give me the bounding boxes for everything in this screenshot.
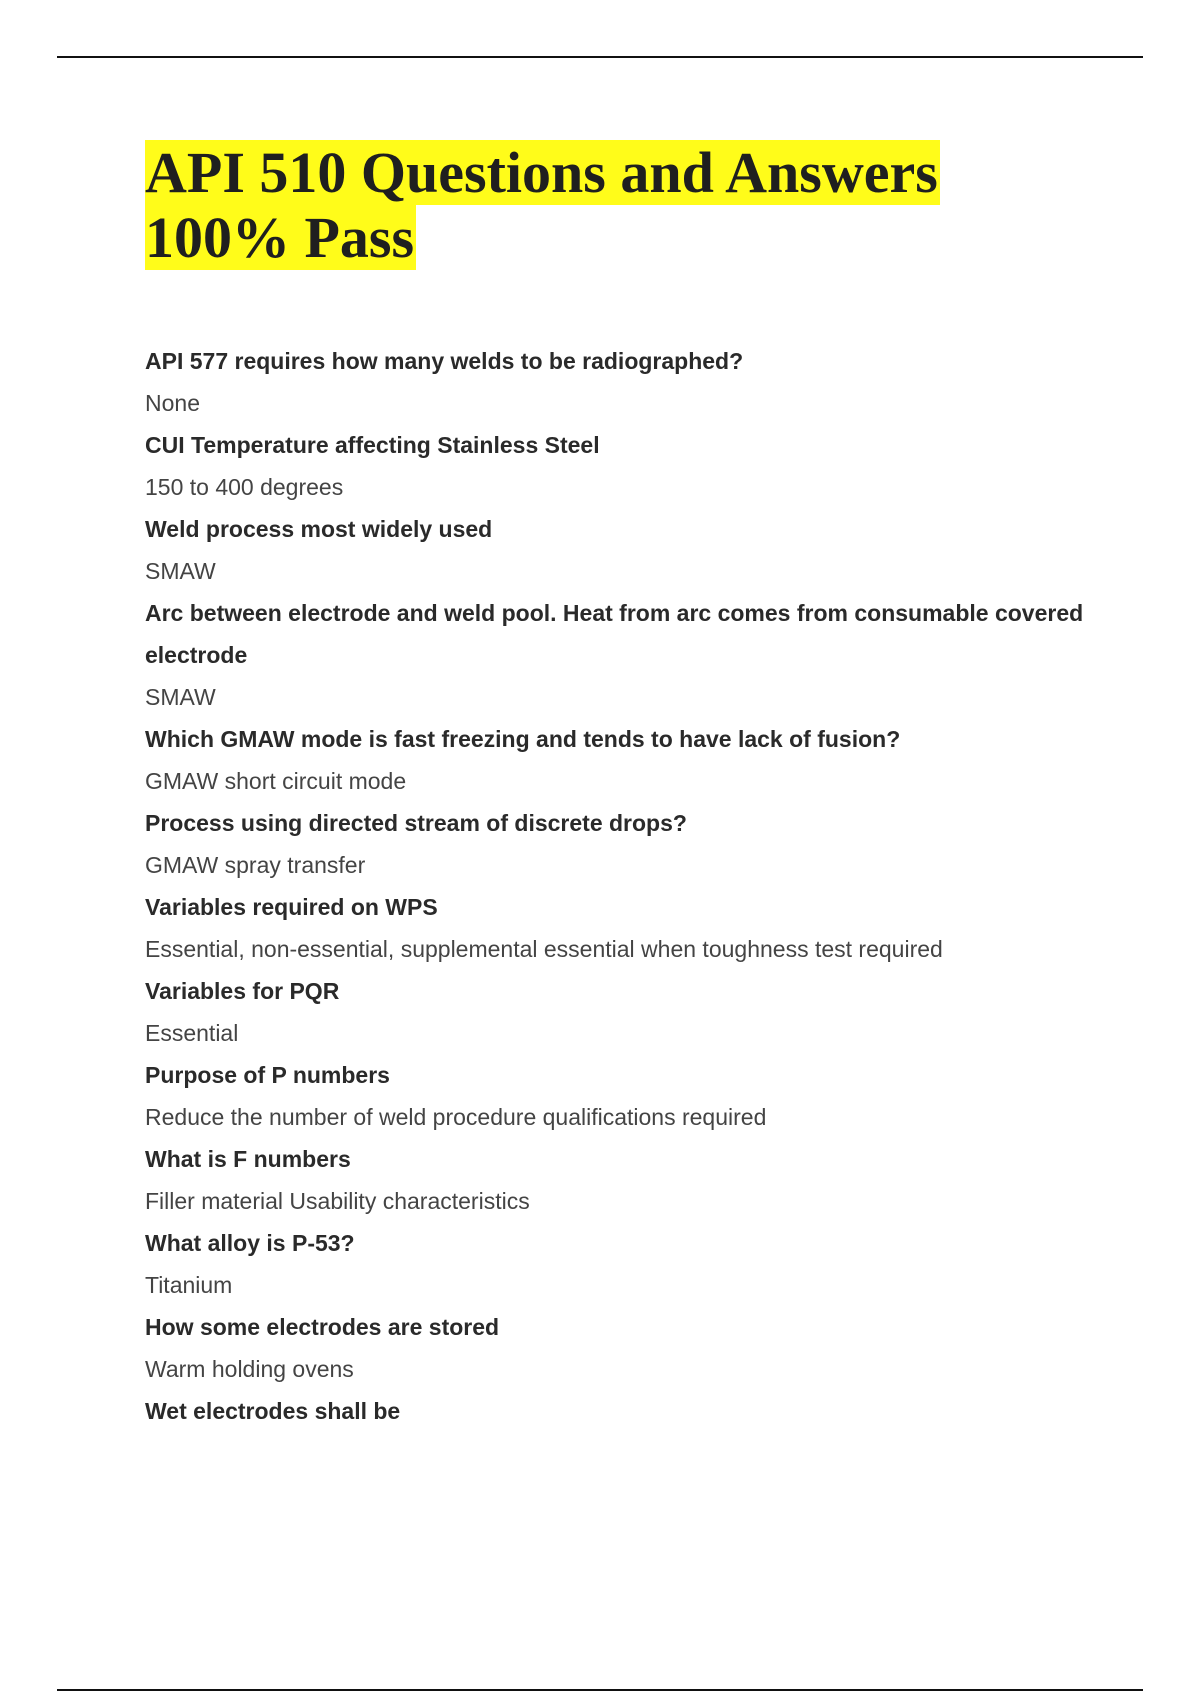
qa-list: [145, 340, 1085, 1432]
question: CUI Temperature affecting Stainless Steel: [145, 432, 600, 458]
question: How some electrodes are stored: [145, 1314, 500, 1340]
answer: Essential, non-essential, supplemental essential when toughness test required: [145, 936, 943, 962]
answer: GMAW spray transfer: [145, 852, 366, 878]
question: Which GMAW mode is fast freezing and tends to have lack of fusion?: [145, 726, 901, 752]
answer: None: [145, 390, 200, 416]
document-title: [145, 140, 1085, 270]
footer-rule: [57, 1689, 1143, 1691]
title-highlight: API 510 Questions and Answers 100% Pass: [145, 140, 938, 270]
answer: Essential: [145, 1020, 239, 1046]
question: What is F numbers: [145, 1146, 351, 1172]
answer: SMAW: [145, 684, 216, 710]
question: Arc between electrode and weld pool. Heat from arc comes from consumable covered electrode: [145, 600, 1084, 668]
question: Weld process most widely used: [145, 516, 493, 542]
answer: Filler material Usability characteristics: [145, 1188, 530, 1214]
question: What alloy is P-53?: [145, 1230, 355, 1256]
question: Wet electrodes shall be: [145, 1398, 401, 1424]
question: Process using directed stream of discrete drops?: [145, 810, 687, 836]
question: Variables for PQR: [145, 978, 340, 1004]
question: Purpose of P numbers: [145, 1062, 390, 1088]
document-body: [145, 140, 1085, 1432]
question: Variables required on WPS: [145, 894, 438, 920]
answer: Titanium: [145, 1272, 233, 1298]
answer: 150 to 400 degrees: [145, 474, 344, 500]
answer: Warm holding ovens: [145, 1356, 354, 1382]
answer: SMAW: [145, 558, 216, 584]
answer: GMAW short circuit mode: [145, 768, 407, 794]
question: API 577 requires how many welds to be radiographed?: [145, 348, 744, 374]
answer: Reduce the number of weld procedure qualifications required: [145, 1104, 767, 1130]
header-rule: [57, 56, 1143, 58]
